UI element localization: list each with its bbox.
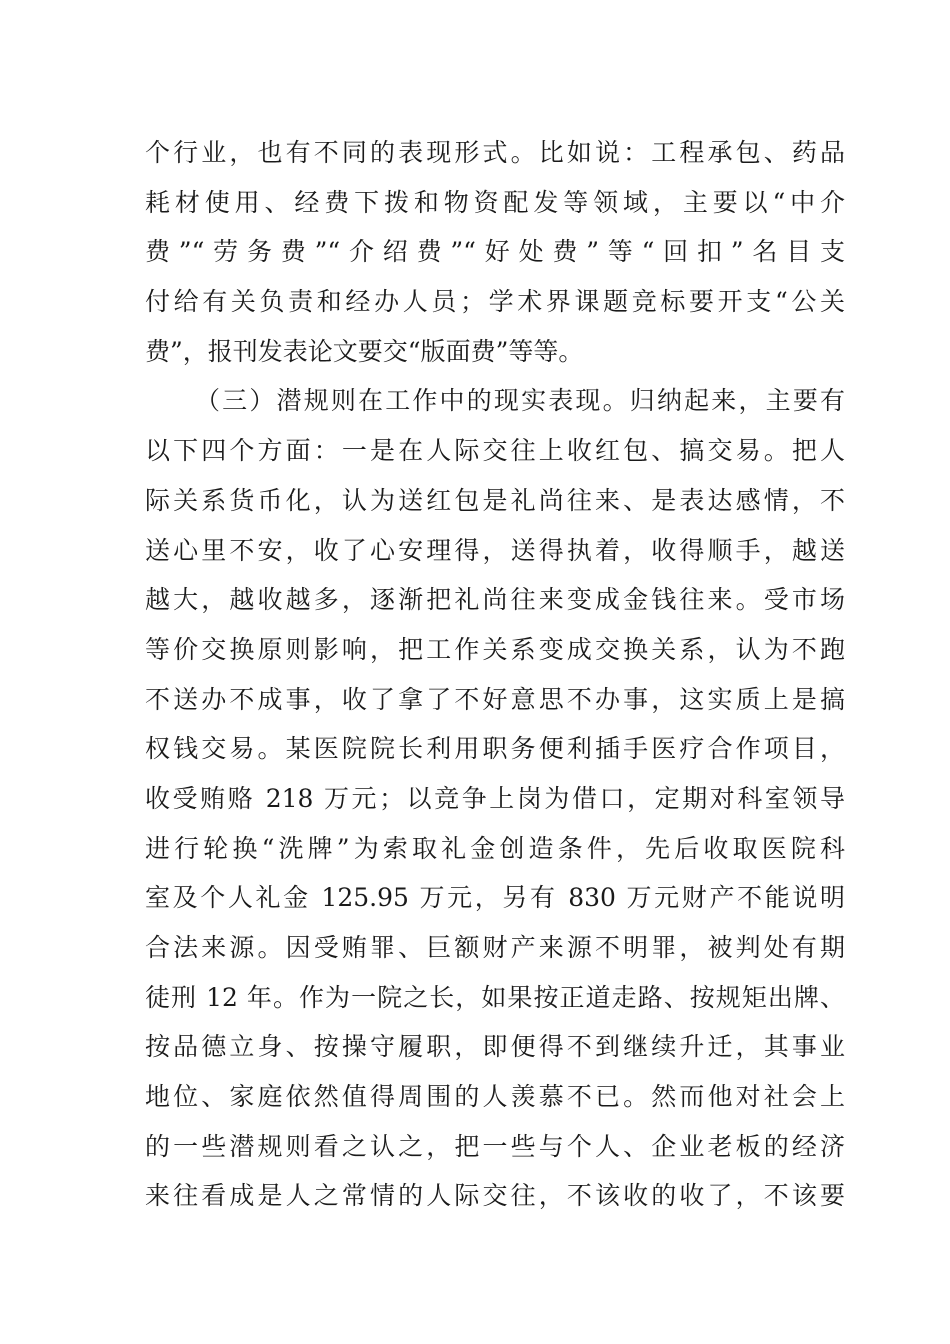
- text-line: 越大，越收越多，逐渐把礼尚往来变成金钱往来。受市场: [145, 585, 845, 615]
- text-line: 权钱交易。某医院院长利用职务便利插手医疗合作项目，: [145, 734, 845, 764]
- text-line: 收受贿赂 218 万元；以竞争上岗为借口，定期对科室领导: [145, 783, 845, 813]
- text-line: 进行轮换“洗牌”为索取礼金创造条件，先后收取医院科: [145, 833, 845, 863]
- text-line: 地位、家庭依然值得周围的人羡慕不已。然而他对社会上: [145, 1082, 845, 1112]
- text-line: 付给有关负责和经办人员；学术界课题竞标要开支“公关: [145, 287, 845, 317]
- text-line: 以下四个方面：一是在人际交往上收红包、搞交易。把人: [145, 436, 845, 466]
- paragraph-1: [145, 128, 845, 376]
- body-text: [145, 128, 845, 1221]
- text-line: 合法来源。因受贿罪、巨额财产来源不明罪，被判处有期: [145, 933, 845, 962]
- text-line: 徒刑 12 年。作为一院之长，如果按正道走路、按规矩出牌、: [145, 982, 845, 1012]
- text-line: 际关系货币化，认为送红包是礼尚往来、是表达感情，不: [145, 485, 845, 515]
- text-line: （三）潜规则在工作中的现实表现。归纳起来，主要有: [195, 386, 845, 416]
- text-line: 来往看成是人之常情的人际交往，不该收的收了，不该要: [145, 1181, 845, 1211]
- text-line: 按品德立身、按操守履职，即便得不到继续升迁，其事业: [145, 1032, 845, 1062]
- text-line: 的一些潜规则看之认之，把一些与个人、企业老板的经济: [145, 1131, 845, 1161]
- text-line: 室及个人礼金 125.95 万元，另有 830 万元财产不能说明: [145, 883, 845, 913]
- text-line: 费”“劳务费”“介绍费”“好处费”等“回扣”名目支: [145, 237, 845, 267]
- text-line: 个行业，也有不同的表现形式。比如说：工程承包、药品: [145, 138, 845, 167]
- paragraph-2: [145, 376, 845, 1221]
- text-line: 不送办不成事，收了拿了不好意思不办事，这实质上是搞: [145, 684, 845, 714]
- text-line: 耗材使用、经费下拨和物资配发等领域，主要以“中介: [145, 187, 845, 217]
- text-line: 费”，报刊发表论文要交“版面费”等等。: [145, 336, 584, 366]
- text-line: 送心里不安，收了心安理得，送得执着，收得顺手，越送: [145, 535, 845, 565]
- text-line: 等价交换原则影响，把工作关系变成交换关系，认为不跑: [145, 634, 845, 664]
